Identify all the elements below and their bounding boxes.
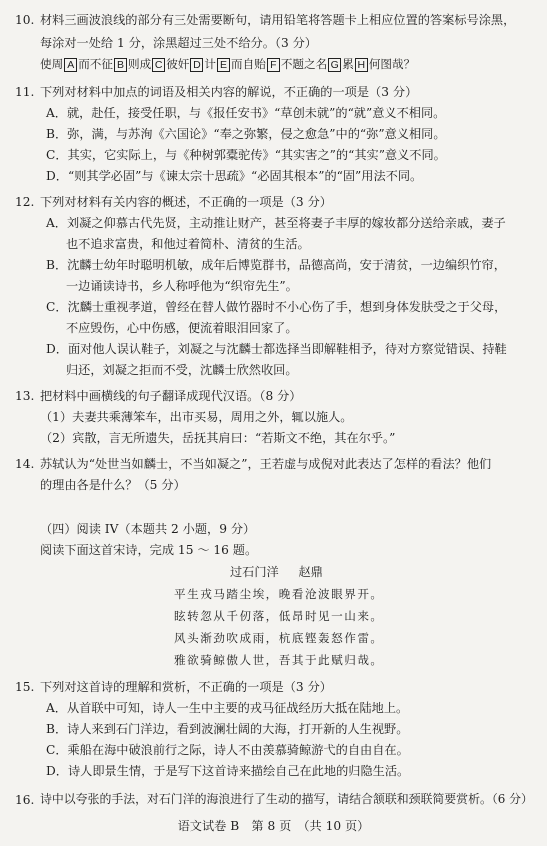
q10-sentence-options (40, 58, 415, 72)
q13-item-2: （2）宾散，言无所遗失，岳抚其肩曰：“若斯文不绝，其在尔乎。” (40, 431, 396, 445)
q11-option-a: A．就，赴任，接受任职，与《报任安书》“草创未就”的“就”意义不相同。 (46, 106, 446, 120)
q10-number: 10. (15, 13, 35, 27)
q13-item-1: （1）夫妻共乘薄笨车，出市买易，周用之外，辄以施人。 (40, 410, 353, 424)
q10-text-seg: 不题之名 (280, 57, 328, 71)
q11-option-b: B．弥，满，与苏洵《六国论》“奉之弥繁，侵之愈急”中的“弥”意义相同。 (46, 127, 446, 141)
q15-option-c: C．乘船在海中破浪前行之际，诗人不由羡慕骑鲸游弋的自由自在。 (46, 743, 409, 757)
q12-option-a-line1: A．刘凝之仰慕古代先贤，主动推让财产，甚至将妻子丰厚的嫁妆都分送给亲戚，妻子 (46, 216, 506, 230)
q15-stem: 下列对这首诗的理解和赏析，不正确的一项是（3 分） (40, 680, 332, 694)
q14-line2: 的理由各是什么？（5 分） (40, 478, 186, 492)
q11-stem: 下列对材料中加点的词语及相关内容的解说，不正确的一项是（3 分） (40, 85, 418, 99)
q10-option-b[interactable]: B (114, 58, 127, 72)
poem-line-4: 雅欲骑鲸傲人世，吾其于此赋归哉。 (174, 653, 384, 667)
q11-number: 11. (15, 85, 35, 99)
q10-text-seg: 则成 (128, 57, 152, 71)
q14-line1: 苏轼认为“处世当如麟士，不当如凝之”，王若虚与成倪对此表达了怎样的看法？他们 (40, 457, 492, 471)
q10-option-d[interactable]: D (190, 58, 203, 72)
q10-text-seg: 彼奸 (166, 57, 190, 71)
q10-option-h[interactable]: H (355, 58, 368, 72)
q10-text-seg: 而不征 (78, 57, 113, 71)
q10-text-seg: 累 (342, 57, 354, 71)
q10-line2: 每涂对一处给 1 分，涂黑超过三处不给分。（3 分） (40, 36, 317, 50)
q12-option-c-line1: C．沈麟士重视孝道，曾经在替人做竹器时不小心伤了手，想到身体发肤受之于父母， (46, 300, 507, 314)
q12-option-b-line1: B．沈麟士幼年时聪明机敏，成年后博览群书，品德高尚，安于清贫，一边编织竹帘， (46, 258, 506, 272)
q11-option-d: D．“则其学必固”与《谏太宗十思疏》“必固其根本”的“固”用法不同。 (46, 169, 423, 183)
poem-line-3: 风头渐劲吹成雨，杭底铿轰怒作雷。 (174, 631, 384, 645)
q15-number: 15. (15, 680, 35, 694)
q10-option-e[interactable]: E (217, 58, 230, 72)
section4-intro: 阅读下面这首宋诗，完成 15 ～ 16 题。 (40, 543, 258, 557)
q10-text-seg: 而自贻 (231, 57, 266, 71)
q10-option-a[interactable]: A (64, 58, 77, 72)
q10-option-g[interactable]: G (328, 58, 341, 72)
poem-line-2: 眩转忽从千仞落，低昂时见一山来。 (174, 609, 384, 623)
poem-line-1: 平生戎马踏尘埃，晚看沧波眼界开。 (174, 587, 384, 601)
q10-option-c[interactable]: C (152, 58, 165, 72)
q12-option-b-line2: 一边诵读诗书，乡人称呼他为“织帘先生”。 (66, 279, 298, 293)
q15-option-a: A．从首联中可知，诗人一生中主要的戎马征战经历大抵在陆地上。 (46, 701, 409, 715)
q13-stem: 把材料中画横线的句子翻译成现代汉语。（8 分） (40, 389, 302, 403)
q13-number: 13. (15, 389, 35, 403)
q10-option-f[interactable]: F (267, 58, 280, 72)
poem-title: 过石门洋 (230, 565, 279, 579)
q16-text: 诗中以夸张的手法，对石门洋的海浪进行了生动的描写，请结合颔联和颈联简要赏析。（6 分） (40, 792, 533, 806)
q10-text-seg: 计 (204, 57, 217, 71)
q11-option-c: C．其实，它实际上，与《种树郭橐驼传》“其实害之”的“其实”意义不同。 (46, 148, 446, 162)
poem-heading (230, 566, 323, 578)
q12-stem: 下列对材料有关内容的概述，不正确的一项是（3 分） (40, 195, 332, 209)
poem-author: 赵鼎 (298, 565, 323, 579)
q12-number: 12. (15, 195, 35, 209)
q10-text-seg: 何图哉？ (368, 57, 416, 71)
q16-number: 16. (15, 793, 35, 807)
q15-option-d: D．诗人即景生情，于是写下这首诗来描绘自己在此地的归隐生活。 (46, 764, 410, 778)
section4-title: （四）阅读 IV（本题共 2 小题，9 分） (40, 522, 256, 536)
page-footer: 语文试卷 B 第 8 页 （共 10 页） (177, 819, 370, 833)
q12-option-d-line1: D．面对他人误认鞋子，刘凝之与沈麟士都选择当即解鞋相予，待对方察觉错误、持鞋 (46, 342, 507, 356)
q15-option-b: B．诗人来到石门洋边，看到波澜壮阔的大海，打开新的人生视野。 (46, 722, 409, 736)
q10-text-seg: 使周 (40, 57, 64, 71)
q14-number: 14. (15, 457, 35, 471)
q12-option-a-line2: 也不追求富贵，和他过着简朴、清贫的生活。 (66, 237, 310, 251)
q12-option-c-line2: 不应毁伤，心中伤感，便流着眼泪回家了。 (66, 321, 298, 335)
q10-line1: 材料三画波浪线的部分有三处需要断句，请用铅笔将答题卡上相应位置的答案标号涂黑， (40, 13, 516, 27)
q12-option-d-line2: 归还，刘凝之拒而不受，沈麟士欣然收回。 (66, 363, 298, 377)
